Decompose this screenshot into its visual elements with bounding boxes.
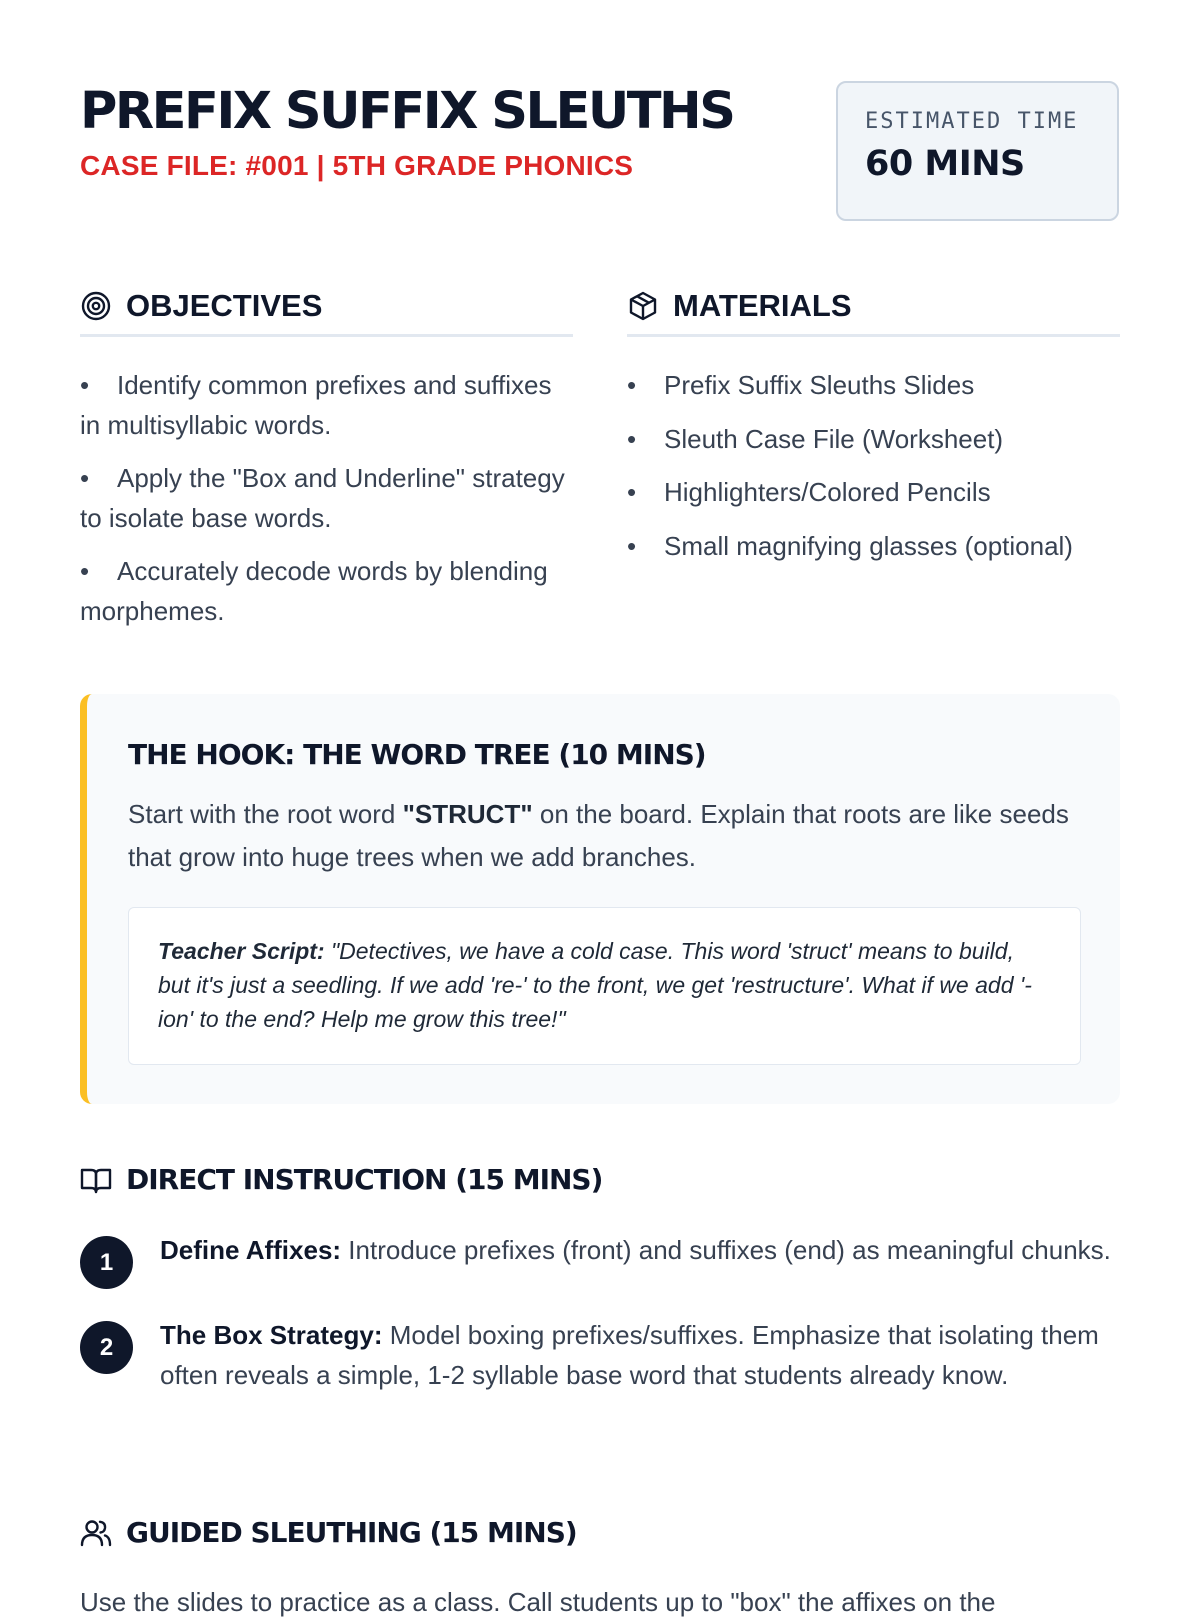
guided-sleuthing-header — [80, 1516, 577, 1549]
hook-title: THE HOOK: THE WORD TREE (10 MINS) — [128, 738, 706, 771]
root-word: "STRUCT" — [402, 799, 533, 829]
case-file-subtitle: CASE FILE: #001 | 5TH GRADE PHONICS — [80, 150, 634, 181]
direct-instruction-header — [80, 1163, 602, 1196]
book-icon — [80, 1164, 112, 1196]
instruction-step — [80, 1230, 1120, 1289]
objective-item: • Identify common prefixes and suffixes in multisyllabic words. — [80, 365, 573, 445]
guided-sleuthing-heading: GUIDED SLEUTHING (15 MINS) — [126, 1516, 577, 1549]
step-text — [160, 1230, 1111, 1270]
material-item: • Highlighters/Colored Pencils — [627, 472, 1120, 512]
users-icon — [80, 1517, 112, 1549]
estimated-time-value: 60 MINS — [865, 144, 1025, 184]
hook-text: on the board. Explain that roots are like seeds that grow into huge trees when we add branches. — [128, 799, 1069, 872]
step-label: Define Affixes: — [160, 1235, 342, 1265]
box-icon — [627, 290, 659, 322]
instruction-steps — [80, 1230, 1120, 1421]
step-number: 2 — [80, 1321, 133, 1374]
instruction-step — [80, 1315, 1120, 1395]
materials-header — [627, 278, 1120, 337]
objectives-list — [80, 365, 573, 631]
materials-section — [627, 278, 1120, 579]
guided-sleuthing-text: Use the slides to practice as a class. Call students up to "box" the affixes on the — [80, 1587, 996, 1617]
material-item: • Small magnifying glasses (optional) — [627, 526, 1120, 566]
step-label: The Box Strategy: — [160, 1320, 383, 1350]
target-icon — [80, 290, 112, 322]
estimated-time-card — [836, 81, 1119, 221]
estimated-time-label: ESTIMATED TIME — [865, 109, 1079, 134]
teacher-script-label: Teacher Script: — [158, 938, 325, 964]
hook-description — [128, 793, 1080, 879]
step-text — [160, 1315, 1120, 1395]
page-title: PREFIX SUFFIX SLEUTHS — [80, 82, 734, 141]
objectives-section — [80, 278, 573, 644]
step-body: Introduce prefixes (front) and suffixes (end) as meaningful chunks. — [341, 1235, 1111, 1265]
step-body: Model boxing prefixes/suffixes. Emphasize that isolating them often reveals a simple, 1-2 syllable base word that students already know. — [160, 1320, 1099, 1390]
material-item: • Sleuth Case File (Worksheet) — [627, 419, 1120, 459]
teacher-script-text: "Detectives, we have a cold case. This word 'struct' means to build, but it's just a seedling. If we add 're-' to the front, we get 'restructure'. What if we add '-ion' to the end? Help me grow this tree!" — [158, 938, 1032, 1032]
hook-card — [80, 694, 1120, 1104]
objective-item: • Apply the "Box and Underline" strategy to isolate base words. — [80, 458, 573, 538]
objectives-heading: OBJECTIVES — [126, 288, 323, 323]
materials-heading: MATERIALS — [673, 288, 852, 323]
objectives-header — [80, 278, 573, 337]
materials-list — [627, 365, 1120, 566]
step-number: 1 — [80, 1236, 133, 1289]
teacher-script-box — [128, 907, 1081, 1065]
material-item: • Prefix Suffix Sleuths Slides — [627, 365, 1120, 405]
hook-text: Start with the root word — [128, 799, 403, 829]
objective-item: • Accurately decode words by blending morphemes. — [80, 551, 573, 631]
direct-instruction-heading: DIRECT INSTRUCTION (15 MINS) — [126, 1163, 603, 1196]
